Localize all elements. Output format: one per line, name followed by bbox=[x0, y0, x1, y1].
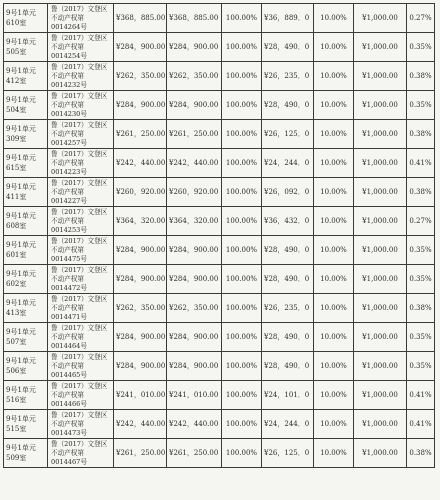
paid-cell: ¥242，440.00 bbox=[167, 410, 222, 439]
table-row bbox=[4, 439, 435, 468]
deposit-cell: ¥28，490．0 bbox=[262, 91, 314, 120]
table-row bbox=[4, 91, 435, 120]
fee-ratio-cell: 0.38% bbox=[407, 439, 435, 468]
fee-cell: ¥1,000.00 bbox=[354, 178, 407, 207]
room-cell: 9号1单元515室 bbox=[4, 410, 48, 439]
certificate-cell: 鲁（2017）文登区不动产权第0014230号 bbox=[48, 91, 114, 120]
room-cell: 9号1单元601室 bbox=[4, 236, 48, 265]
room-cell: 9号1单元413室 bbox=[4, 294, 48, 323]
price-cell: ¥261，250.00 bbox=[114, 439, 167, 468]
certificate-cell: 鲁（2017）文登区不动产权第0014264号 bbox=[48, 4, 114, 33]
fee-ratio-cell: 0.27% bbox=[407, 4, 435, 33]
price-cell: ¥284，900.00 bbox=[114, 265, 167, 294]
deposit-ratio-cell: 10.00% bbox=[314, 294, 354, 323]
paid-ratio-cell: 100.00% bbox=[222, 149, 262, 178]
table-row bbox=[4, 236, 435, 265]
deposit-cell: ¥28，490．0 bbox=[262, 352, 314, 381]
room-cell: 9号1单元507室 bbox=[4, 323, 48, 352]
price-cell: ¥284，900.00 bbox=[114, 352, 167, 381]
price-cell: ¥260，920.00 bbox=[114, 178, 167, 207]
deposit-ratio-cell: 10.00% bbox=[314, 62, 354, 91]
deposit-ratio-cell: 10.00% bbox=[314, 91, 354, 120]
price-cell: ¥242，440.00 bbox=[114, 410, 167, 439]
deposit-cell: ¥24，101．0 bbox=[262, 381, 314, 410]
table-row bbox=[4, 207, 435, 236]
fee-ratio-cell: 0.38% bbox=[407, 294, 435, 323]
room-cell: 9号1单元504室 bbox=[4, 91, 48, 120]
deposit-ratio-cell: 10.00% bbox=[314, 381, 354, 410]
price-cell: ¥262，350.00 bbox=[114, 62, 167, 91]
fee-ratio-cell: 0.35% bbox=[407, 265, 435, 294]
deposit-cell: ¥28，490．0 bbox=[262, 265, 314, 294]
table-row bbox=[4, 381, 435, 410]
certificate-cell: 鲁（2017）文登区不动产权第0014472号 bbox=[48, 265, 114, 294]
deposit-ratio-cell: 10.00% bbox=[314, 323, 354, 352]
paid-ratio-cell: 100.00% bbox=[222, 381, 262, 410]
table-row bbox=[4, 410, 435, 439]
paid-cell: ¥364，320.00 bbox=[167, 207, 222, 236]
paid-ratio-cell: 100.00% bbox=[222, 91, 262, 120]
price-cell: ¥241，010.00 bbox=[114, 381, 167, 410]
certificate-cell: 鲁（2017）文登区不动产权第0014254号 bbox=[48, 33, 114, 62]
paid-cell: ¥242，440.00 bbox=[167, 149, 222, 178]
certificate-cell: 鲁（2017）文登区不动产权第0014223号 bbox=[48, 149, 114, 178]
price-cell: ¥284，900.00 bbox=[114, 33, 167, 62]
fee-cell: ¥1,000.00 bbox=[354, 323, 407, 352]
price-cell: ¥261，250.00 bbox=[114, 120, 167, 149]
table-row bbox=[4, 178, 435, 207]
fee-ratio-cell: 0.38% bbox=[407, 62, 435, 91]
paid-cell: ¥262，350.00 bbox=[167, 62, 222, 91]
price-cell: ¥284，900.00 bbox=[114, 236, 167, 265]
fee-cell: ¥1,000.00 bbox=[354, 352, 407, 381]
deposit-cell: ¥28，490．0 bbox=[262, 33, 314, 62]
deposit-cell: ¥24，244．0 bbox=[262, 410, 314, 439]
deposit-ratio-cell: 10.00% bbox=[314, 207, 354, 236]
deposit-cell: ¥26，125．0 bbox=[262, 120, 314, 149]
deposit-cell: ¥36，889．0 bbox=[262, 4, 314, 33]
deposit-ratio-cell: 10.00% bbox=[314, 178, 354, 207]
fee-ratio-cell: 0.35% bbox=[407, 323, 435, 352]
deposit-ratio-cell: 10.00% bbox=[314, 120, 354, 149]
deposit-ratio-cell: 10.00% bbox=[314, 439, 354, 468]
room-cell: 9号1单元615室 bbox=[4, 149, 48, 178]
paid-cell: ¥261，250.00 bbox=[167, 439, 222, 468]
deposit-cell: ¥28，490．0 bbox=[262, 323, 314, 352]
paid-cell: ¥241，010.00 bbox=[167, 381, 222, 410]
table-row bbox=[4, 62, 435, 91]
table-row bbox=[4, 4, 435, 33]
fee-ratio-cell: 0.35% bbox=[407, 236, 435, 265]
certificate-cell: 鲁（2017）文登区不动产权第0014232号 bbox=[48, 62, 114, 91]
room-cell: 9号1单元610室 bbox=[4, 4, 48, 33]
certificate-cell: 鲁（2017）文登区不动产权第0014473号 bbox=[48, 410, 114, 439]
paid-ratio-cell: 100.00% bbox=[222, 439, 262, 468]
fee-ratio-cell: 0.35% bbox=[407, 33, 435, 62]
fee-cell: ¥1,000.00 bbox=[354, 439, 407, 468]
price-cell: ¥364，320.00 bbox=[114, 207, 167, 236]
deposit-ratio-cell: 10.00% bbox=[314, 236, 354, 265]
paid-ratio-cell: 100.00% bbox=[222, 33, 262, 62]
paid-ratio-cell: 100.00% bbox=[222, 410, 262, 439]
paid-ratio-cell: 100.00% bbox=[222, 352, 262, 381]
deposit-ratio-cell: 10.00% bbox=[314, 149, 354, 178]
room-cell: 9号1单元516室 bbox=[4, 381, 48, 410]
fee-cell: ¥1,000.00 bbox=[354, 91, 407, 120]
room-cell: 9号1单元309室 bbox=[4, 120, 48, 149]
paid-ratio-cell: 100.00% bbox=[222, 207, 262, 236]
paid-ratio-cell: 100.00% bbox=[222, 236, 262, 265]
room-cell: 9号1单元506室 bbox=[4, 352, 48, 381]
fee-ratio-cell: 0.41% bbox=[407, 410, 435, 439]
paid-ratio-cell: 100.00% bbox=[222, 62, 262, 91]
deposit-cell: ¥36，432．0 bbox=[262, 207, 314, 236]
table-row bbox=[4, 33, 435, 62]
paid-cell: ¥284，900.00 bbox=[167, 91, 222, 120]
paid-cell: ¥284，900.00 bbox=[167, 323, 222, 352]
room-cell: 9号1单元505室 bbox=[4, 33, 48, 62]
paid-ratio-cell: 100.00% bbox=[222, 323, 262, 352]
fee-cell: ¥1,000.00 bbox=[354, 33, 407, 62]
paid-cell: ¥284，900.00 bbox=[167, 352, 222, 381]
deposit-cell: ¥26，235．0 bbox=[262, 294, 314, 323]
table-row bbox=[4, 352, 435, 381]
room-cell: 9号1单元412室 bbox=[4, 62, 48, 91]
price-cell: ¥262，350.00 bbox=[114, 294, 167, 323]
fee-cell: ¥1,000.00 bbox=[354, 120, 407, 149]
deposit-cell: ¥26，235．0 bbox=[262, 62, 314, 91]
fee-ratio-cell: 0.38% bbox=[407, 120, 435, 149]
price-cell: ¥284，900.00 bbox=[114, 323, 167, 352]
table-row bbox=[4, 294, 435, 323]
deposit-ratio-cell: 10.00% bbox=[314, 265, 354, 294]
certificate-cell: 鲁（2017）文登区不动产权第0014253号 bbox=[48, 207, 114, 236]
fee-cell: ¥1,000.00 bbox=[354, 381, 407, 410]
certificate-cell: 鲁（2017）文登区不动产权第0014466号 bbox=[48, 381, 114, 410]
fee-cell: ¥1,000.00 bbox=[354, 236, 407, 265]
price-cell: ¥242，440.00 bbox=[114, 149, 167, 178]
paid-cell: ¥262，350.00 bbox=[167, 294, 222, 323]
paid-cell: ¥284，900.00 bbox=[167, 236, 222, 265]
price-cell: ¥284，900.00 bbox=[114, 91, 167, 120]
deposit-ratio-cell: 10.00% bbox=[314, 410, 354, 439]
fee-cell: ¥1,000.00 bbox=[354, 62, 407, 91]
paid-ratio-cell: 100.00% bbox=[222, 294, 262, 323]
fee-ratio-cell: 0.27% bbox=[407, 207, 435, 236]
paid-cell: ¥261，250.00 bbox=[167, 120, 222, 149]
deposit-cell: ¥26，092．0 bbox=[262, 178, 314, 207]
certificate-cell: 鲁（2017）文登区不动产权第0014475号 bbox=[48, 236, 114, 265]
deposit-cell: ¥28，490．0 bbox=[262, 236, 314, 265]
fee-cell: ¥1,000.00 bbox=[354, 4, 407, 33]
certificate-cell: 鲁（2017）文登区不动产权第0014465号 bbox=[48, 352, 114, 381]
deposit-ratio-cell: 10.00% bbox=[314, 33, 354, 62]
paid-cell: ¥260，920.00 bbox=[167, 178, 222, 207]
paid-ratio-cell: 100.00% bbox=[222, 120, 262, 149]
table-row bbox=[4, 323, 435, 352]
deposit-cell: ¥26，125．0 bbox=[262, 439, 314, 468]
certificate-cell: 鲁（2017）文登区不动产权第0014257号 bbox=[48, 120, 114, 149]
paid-ratio-cell: 100.00% bbox=[222, 178, 262, 207]
room-cell: 9号1单元608室 bbox=[4, 207, 48, 236]
table-row bbox=[4, 120, 435, 149]
certificate-cell: 鲁（2017）文登区不动产权第0014464号 bbox=[48, 323, 114, 352]
fee-cell: ¥1,000.00 bbox=[354, 265, 407, 294]
room-cell: 9号1单元602室 bbox=[4, 265, 48, 294]
paid-cell: ¥368，885.00 bbox=[167, 4, 222, 33]
room-cell: 9号1单元509室 bbox=[4, 439, 48, 468]
fee-ratio-cell: 0.35% bbox=[407, 91, 435, 120]
paid-ratio-cell: 100.00% bbox=[222, 265, 262, 294]
certificate-cell: 鲁（2017）文登区不动产权第0014227号 bbox=[48, 178, 114, 207]
paid-ratio-cell: 100.00% bbox=[222, 4, 262, 33]
property-table bbox=[3, 3, 435, 468]
fee-cell: ¥1,000.00 bbox=[354, 410, 407, 439]
price-cell: ¥368，885.00 bbox=[114, 4, 167, 33]
fee-ratio-cell: 0.41% bbox=[407, 149, 435, 178]
fee-cell: ¥1,000.00 bbox=[354, 149, 407, 178]
fee-cell: ¥1,000.00 bbox=[354, 294, 407, 323]
fee-ratio-cell: 0.35% bbox=[407, 352, 435, 381]
certificate-cell: 鲁（2017）文登区不动产权第0014467号 bbox=[48, 439, 114, 468]
fee-cell: ¥1,000.00 bbox=[354, 207, 407, 236]
table-row bbox=[4, 265, 435, 294]
deposit-ratio-cell: 10.00% bbox=[314, 352, 354, 381]
fee-ratio-cell: 0.38% bbox=[407, 178, 435, 207]
certificate-cell: 鲁（2017）文登区不动产权第0014471号 bbox=[48, 294, 114, 323]
fee-ratio-cell: 0.41% bbox=[407, 381, 435, 410]
deposit-ratio-cell: 10.00% bbox=[314, 4, 354, 33]
paid-cell: ¥284，900.00 bbox=[167, 33, 222, 62]
room-cell: 9号1单元411室 bbox=[4, 178, 48, 207]
paid-cell: ¥284，900.00 bbox=[167, 265, 222, 294]
table-row bbox=[4, 149, 435, 178]
table-body bbox=[4, 4, 435, 468]
deposit-cell: ¥24，244．0 bbox=[262, 149, 314, 178]
